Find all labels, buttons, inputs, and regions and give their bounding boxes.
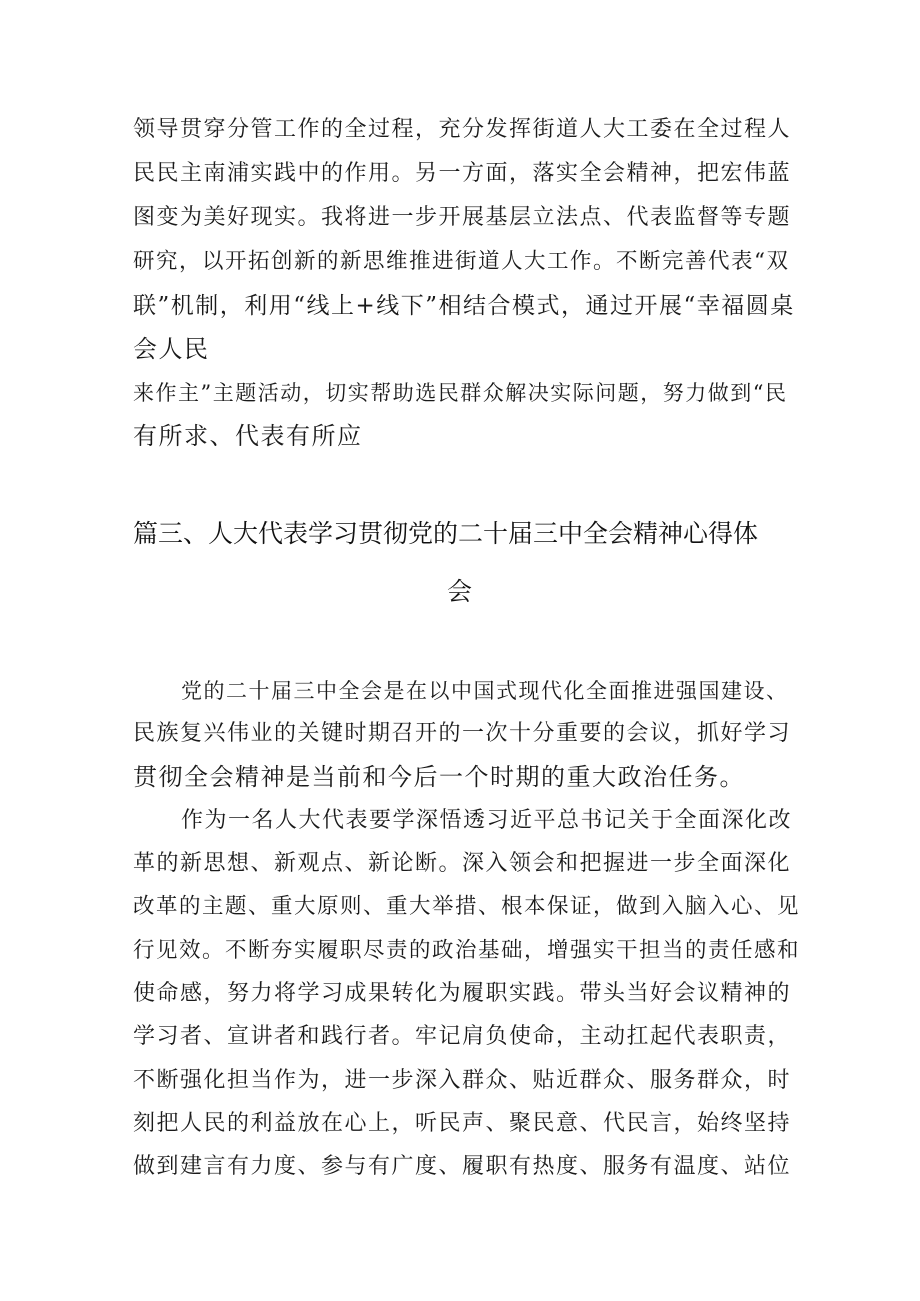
paragraph-line: 图变为美好现实。我将进一步开展基层立法点、代表监督等专题 — [133, 205, 792, 230]
paragraph-line: 民民主南浦实践中的作用。另一方面，落实全会精神，把宏伟蓝 — [133, 161, 792, 186]
paragraph-line: 作为一名人大代表要学深悟透习近平总书记关于全面深化改 — [181, 808, 793, 833]
paragraph-line: 不断强化担当作为，进一步深入群众、贴近群众、服务群众，时 — [133, 1068, 792, 1093]
paragraph-line: 民族复兴伟业的关键时期召开的一次十分重要的会议，抓好学习 — [133, 721, 792, 746]
paragraph-line: 行见效。不断夯实履职尽责的政治基础，增强实干担当的责任感和 — [133, 938, 801, 963]
paragraph-line: 做到建言有力度、参与有广度、履职有热度、服务有温度、站位 — [133, 1154, 792, 1179]
paragraph-line: 会人民 — [133, 335, 210, 363]
paragraph-line: 领导贯穿分管工作的全过程，充分发挥街道人大工委在全过程人 — [133, 117, 792, 142]
section-title-continuation: 会 — [447, 577, 473, 606]
paragraph-line: 学习者、宣讲者和践行者。牢记肩负使命，主动扛起代表职责， — [133, 1024, 792, 1049]
paragraph-line: 改革的主题、重大原则、重大举措、根本保证，做到入脑入心、见 — [133, 894, 801, 919]
paragraph-line: 有所求、代表有所应 — [133, 422, 363, 450]
paragraph-line: 党的二十届三中全会是在以中国式现代化全面推进强国建设、 — [181, 679, 789, 703]
paragraph-line: 联”机制，利用“线上+线下”相结合模式，通过开展“幸福圆桌 — [133, 293, 795, 319]
paragraph-line: 研究，以开拓创新的新思维推进街道人大工作。不断完善代表“双 — [133, 249, 790, 274]
paragraph-line: 使命感，努力将学习成果转化为履职实践。带头当好会议精神的 — [133, 981, 792, 1006]
paragraph-line: 刻把人民的利益放在心上，听民声、聚民意、代民言，始终坚持 — [133, 1111, 792, 1136]
paragraph-line: 革的新思想、新观点、新论断。深入领会和把握进一步全面深化 — [133, 851, 792, 876]
paragraph-line: 来作主”主题活动，切实帮助选民群众解决实际问题，努力做到“民 — [133, 381, 788, 405]
paragraph-line: 贯彻全会精神是当前和今后一个时期的重大政治任务。 — [133, 763, 745, 791]
section-title: 篇三、人大代表学习贯彻党的二十届三中全会精神心得体 — [133, 519, 759, 548]
